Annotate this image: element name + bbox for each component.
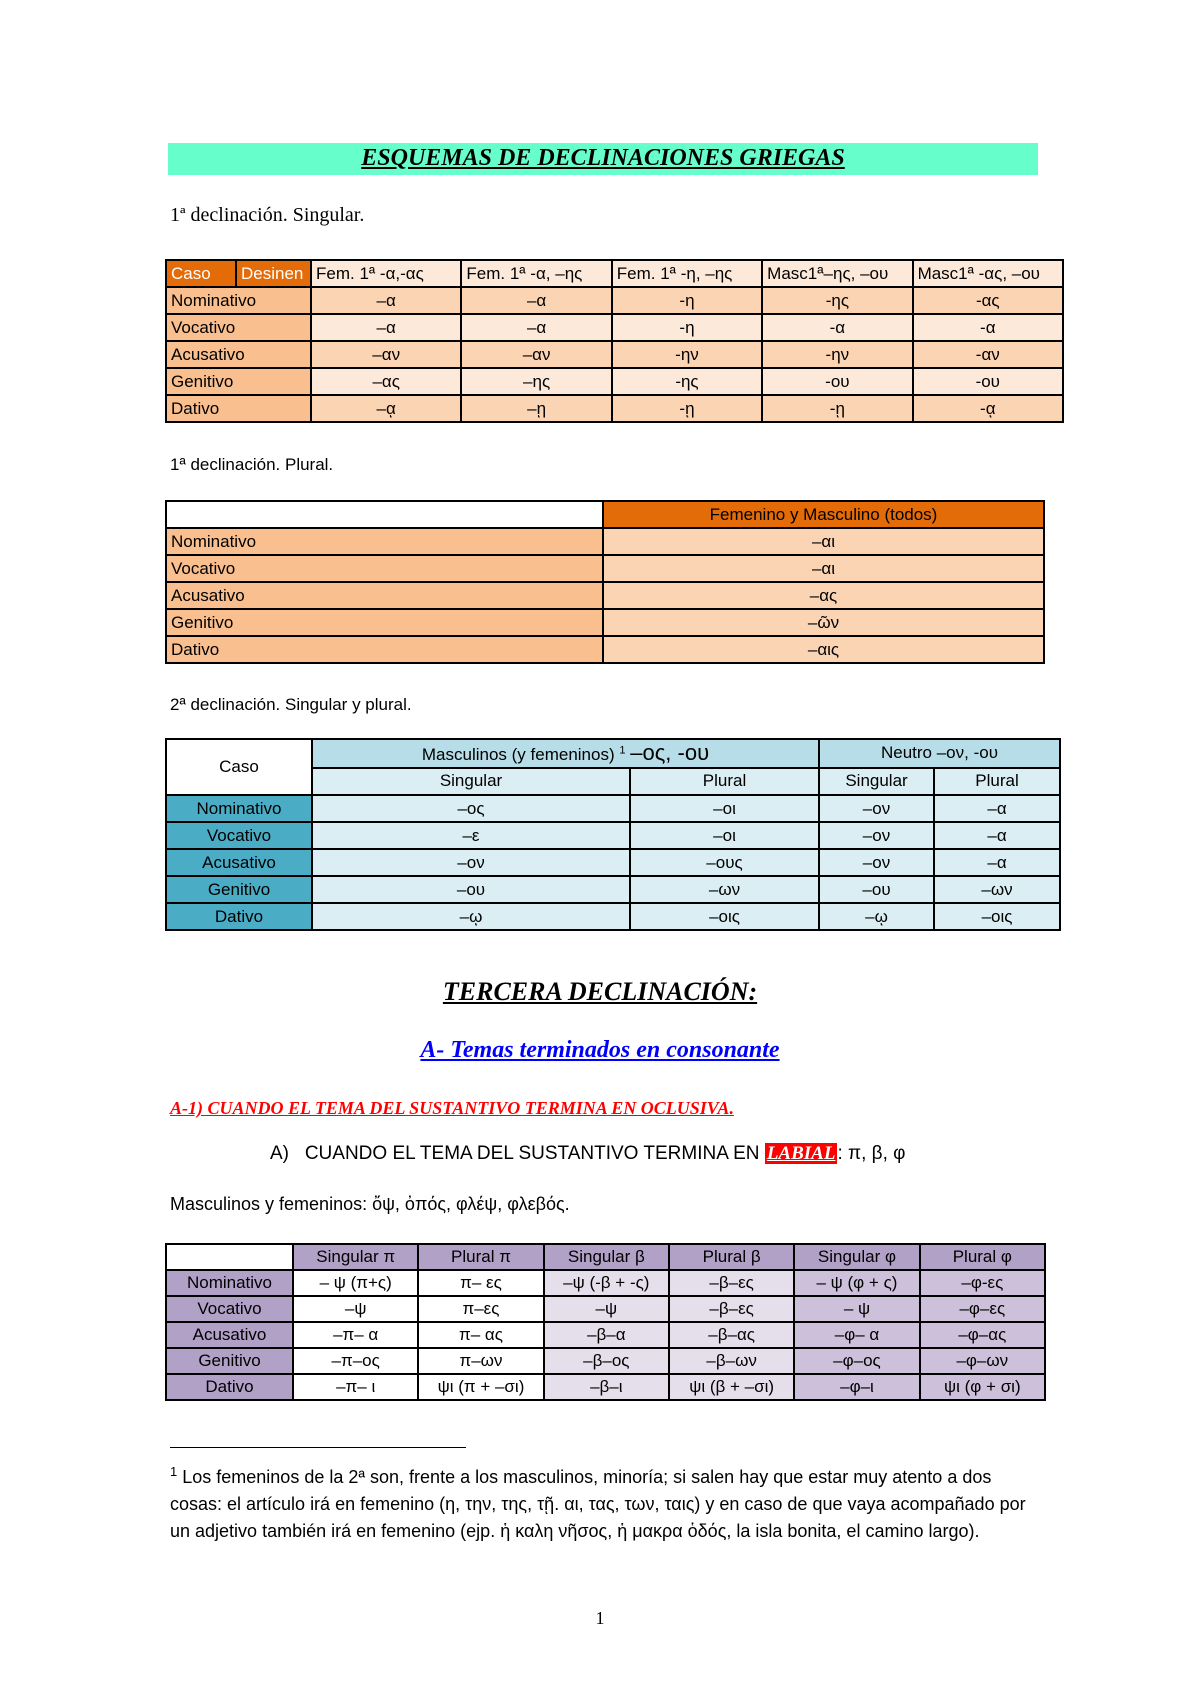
table-cell: -ου — [762, 368, 912, 395]
table-row — [166, 609, 1044, 636]
table-cell: –οις — [630, 903, 819, 930]
table-cell: –α — [461, 314, 611, 341]
table-column-header: Masc1ª -ας, –ου — [913, 260, 1063, 287]
row-label: Nominativo — [166, 528, 603, 555]
table-row — [166, 287, 1063, 314]
table-cell: –ον — [819, 795, 934, 822]
footnote — [170, 1458, 1030, 1545]
table-cell: –α — [934, 849, 1060, 876]
table-cell: –αις — [603, 636, 1044, 663]
table-subheader: Singular — [312, 768, 630, 796]
masculine-feminine-examples: Masculinos y femeninos: ὄψ, ὀπός, φλέψ, φλεβός. — [170, 1194, 570, 1214]
table-header-empty — [166, 501, 603, 528]
table-row — [166, 636, 1044, 663]
table-header-desinen: Desinen — [236, 260, 311, 287]
table-cell: –ης — [461, 368, 611, 395]
table-row — [166, 1270, 1045, 1296]
table-cell: –αν — [311, 341, 461, 368]
table-cell: –ου — [312, 876, 630, 903]
table-subheader: Singular — [819, 768, 934, 796]
table-cell: -ῃ — [762, 395, 912, 422]
table-cell: π– ας — [418, 1322, 543, 1348]
row-label: Genitivo — [166, 1348, 293, 1374]
table-cell: –ῃ — [461, 395, 611, 422]
table-cell: -ην — [762, 341, 912, 368]
table-cell: -αν — [913, 341, 1063, 368]
table-cell: ψι (π + –σι) — [418, 1374, 543, 1400]
table-subheader: Plural — [934, 768, 1060, 796]
row-label: Acusativo — [166, 849, 312, 876]
table-cell: –αι — [603, 528, 1044, 555]
row-label: Dativο — [166, 395, 311, 422]
table-column-header: Fem. 1ª -α,-ας — [311, 260, 461, 287]
heading-temas-consonante: A- Temas terminados en consonante — [420, 1037, 780, 1063]
labial-heading — [270, 1143, 905, 1165]
table-cell: –ᾳ — [311, 395, 461, 422]
row-label: Vocativo — [166, 555, 603, 582]
section-heading-1: 1ª declinación. Singular. — [170, 204, 365, 226]
table-cell: ψι (φ + σι) — [920, 1374, 1045, 1400]
table-cell: –β–ες — [669, 1270, 794, 1296]
table-cell: –αν — [461, 341, 611, 368]
row-label: Vocativo — [166, 1296, 293, 1322]
labial-prefix: A) CUANDO EL TEMA DEL SUSTANTIVO TERMINA EN — [270, 1143, 760, 1164]
table-row — [166, 555, 1044, 582]
table-header-caso: Caso — [166, 739, 312, 795]
table-cell: –ον — [819, 849, 934, 876]
table-first-declension-plural — [165, 500, 1045, 664]
row-label: Genitivo — [166, 368, 311, 395]
table-column-header: Femenino y Masculino (todos) — [603, 501, 1044, 528]
table-cell: –β–α — [544, 1322, 669, 1348]
row-label: Acusativo — [166, 341, 311, 368]
table-cell: –ψ (-β + -ς) — [544, 1270, 669, 1296]
table-column-header: Fem. 1ª -α, –ης — [461, 260, 611, 287]
table-cell: –φ–ι — [794, 1374, 919, 1400]
table-cell: –φ–ος — [794, 1348, 919, 1374]
footnote-separator — [170, 1447, 466, 1448]
table-header-masculine — [312, 739, 819, 768]
table-column-header: Plural β — [669, 1244, 794, 1270]
row-label: Vocativo — [166, 822, 312, 849]
heading-tercera-declinacion: TERCERA DECLINACIÓN: — [442, 977, 758, 1006]
table-cell: –β–ος — [544, 1348, 669, 1374]
table-cell: π– ες — [418, 1270, 543, 1296]
table-cell: –α — [311, 287, 461, 314]
table-cell: -η — [612, 287, 762, 314]
table-row — [166, 1296, 1045, 1322]
table-column-header: Plural φ — [920, 1244, 1045, 1270]
table-cell: -ας — [913, 287, 1063, 314]
masculine-endings: –ος, -ου — [630, 740, 710, 766]
page-number: 1 — [595, 1608, 605, 1628]
page-title: ESQUEMAS DE DECLINACIONES GRIEGAS — [361, 145, 845, 171]
table-cell: –π– α — [293, 1322, 418, 1348]
table-cell: –α — [934, 822, 1060, 849]
row-label: Nominativo — [166, 1270, 293, 1296]
table-second-declension — [165, 738, 1061, 931]
table-cell: –αι — [603, 555, 1044, 582]
table-cell: –ων — [934, 876, 1060, 903]
table-column-header: Fem. 1ª -η, –ης — [612, 260, 762, 287]
table-cell: –α — [934, 795, 1060, 822]
table-cell: ψι (β + –σι) — [669, 1374, 794, 1400]
table-cell: -ην — [612, 341, 762, 368]
footnote-text: Los femeninos de la 2ª son, frente a los masculinos, minoría; si salen hay que estar muy atento a dos cosas: el artículo irá en femenino (η, την, της, τῇ. αι, τας, των, ταις) y en caso de que vaya acompañado por un adjetivo también irá en femenino (ejp. ἡ καλη νῆσος, ἡ μακρα ὁδός, la isla bonita, el camino largo). — [170, 1467, 1026, 1541]
row-label: Dativo — [166, 1374, 293, 1400]
table-cell: – ψ (φ + ς) — [794, 1270, 919, 1296]
table-cell: –ων — [630, 876, 819, 903]
table-cell: –φ-ες — [920, 1270, 1045, 1296]
table-cell: –ους — [630, 849, 819, 876]
heading-oclusiva: A-1) CUANDO EL TEMA DEL SUSTANTIVO TERMINA EN OCLUSIVA. — [170, 1098, 734, 1118]
table-cell: -ῃ — [612, 395, 762, 422]
table-cell: –ψ — [293, 1296, 418, 1322]
row-label: Vocativo — [166, 314, 311, 341]
table-cell: -η — [612, 314, 762, 341]
table-column-header: Singular φ — [794, 1244, 919, 1270]
table-cell: –ψ — [544, 1296, 669, 1322]
section-heading-2: 1ª declinación. Plural. — [170, 455, 334, 474]
table-header-neuter: Neutro –ον, -ου — [819, 739, 1060, 768]
section-heading-3: 2ª declinación. Singular y plural. — [170, 695, 412, 714]
footnote-number: 1 — [170, 1464, 178, 1479]
row-label: Acusativo — [166, 582, 603, 609]
table-cell: π–ες — [418, 1296, 543, 1322]
table-cell: –ου — [819, 876, 934, 903]
row-label: Dativo — [166, 636, 603, 663]
table-row — [166, 876, 1060, 903]
table-cell: π–ων — [418, 1348, 543, 1374]
table-column-header: Masc1ª–ης, –ου — [762, 260, 912, 287]
table-cell: –π– ι — [293, 1374, 418, 1400]
table-row — [166, 368, 1063, 395]
table-row — [166, 1348, 1045, 1374]
table-row — [166, 903, 1060, 930]
table-cell: –φ–ων — [920, 1348, 1045, 1374]
table-row — [166, 341, 1063, 368]
table-cell: -α — [762, 314, 912, 341]
table-cell: – ψ (π+ς) — [293, 1270, 418, 1296]
table-header-caso: Caso — [166, 260, 236, 287]
table-cell: –φ– α — [794, 1322, 919, 1348]
table-row — [166, 314, 1063, 341]
table-cell: –ον — [312, 849, 630, 876]
labial-tag: LABIAL — [766, 1143, 836, 1164]
table-cell: – ψ — [794, 1296, 919, 1322]
table-cell: -ης — [612, 368, 762, 395]
table-cell: –β–ας — [669, 1322, 794, 1348]
table-first-declension-singular — [165, 259, 1064, 423]
table-cell: –ῳ — [819, 903, 934, 930]
table-column-header: Singular π — [293, 1244, 418, 1270]
table-header-empty — [166, 1244, 293, 1270]
table-cell: –α — [461, 287, 611, 314]
table-column-header: Singular β — [544, 1244, 669, 1270]
table-cell: –ον — [819, 822, 934, 849]
table-column-header: Plural π — [418, 1244, 543, 1270]
table-labial-stems — [165, 1243, 1046, 1401]
row-label: Acusativo — [166, 1322, 293, 1348]
table-cell: -ᾳ — [913, 395, 1063, 422]
table-cell: –β–ι — [544, 1374, 669, 1400]
row-label: Nominativo — [166, 795, 312, 822]
table-cell: –β–ων — [669, 1348, 794, 1374]
table-cell: -α — [913, 314, 1063, 341]
table-row — [166, 528, 1044, 555]
table-cell: –α — [311, 314, 461, 341]
table-cell: –π–ος — [293, 1348, 418, 1374]
table-cell: –φ–ες — [920, 1296, 1045, 1322]
table-row — [166, 822, 1060, 849]
labial-suffix: : π, β, φ — [837, 1143, 906, 1164]
table-row — [166, 1374, 1045, 1400]
table-subheader: Plural — [630, 768, 819, 796]
row-label: Genitivo — [166, 609, 603, 636]
table-cell: -ης — [762, 287, 912, 314]
table-cell: –φ–ας — [920, 1322, 1045, 1348]
row-label: Genitivo — [166, 876, 312, 903]
table-cell: –ας — [311, 368, 461, 395]
row-label: Nominativo — [166, 287, 311, 314]
table-cell: -ου — [913, 368, 1063, 395]
table-row — [166, 795, 1060, 822]
table-row — [166, 582, 1044, 609]
table-row — [166, 395, 1063, 422]
table-cell: –οι — [630, 795, 819, 822]
table-cell: –οις — [934, 903, 1060, 930]
footnote-ref[interactable]: 1 — [619, 744, 626, 757]
table-row — [166, 849, 1060, 876]
table-cell: –ε — [312, 822, 630, 849]
table-cell: –ας — [603, 582, 1044, 609]
row-label: Dativo — [166, 903, 312, 930]
table-row — [166, 1322, 1045, 1348]
table-cell: –ῳ — [312, 903, 630, 930]
table-cell: –ῶν — [603, 609, 1044, 636]
masculine-label: Masculinos (y femeninos) — [421, 745, 615, 765]
table-cell: –ος — [312, 795, 630, 822]
table-cell: –β–ες — [669, 1296, 794, 1322]
table-cell: –οι — [630, 822, 819, 849]
